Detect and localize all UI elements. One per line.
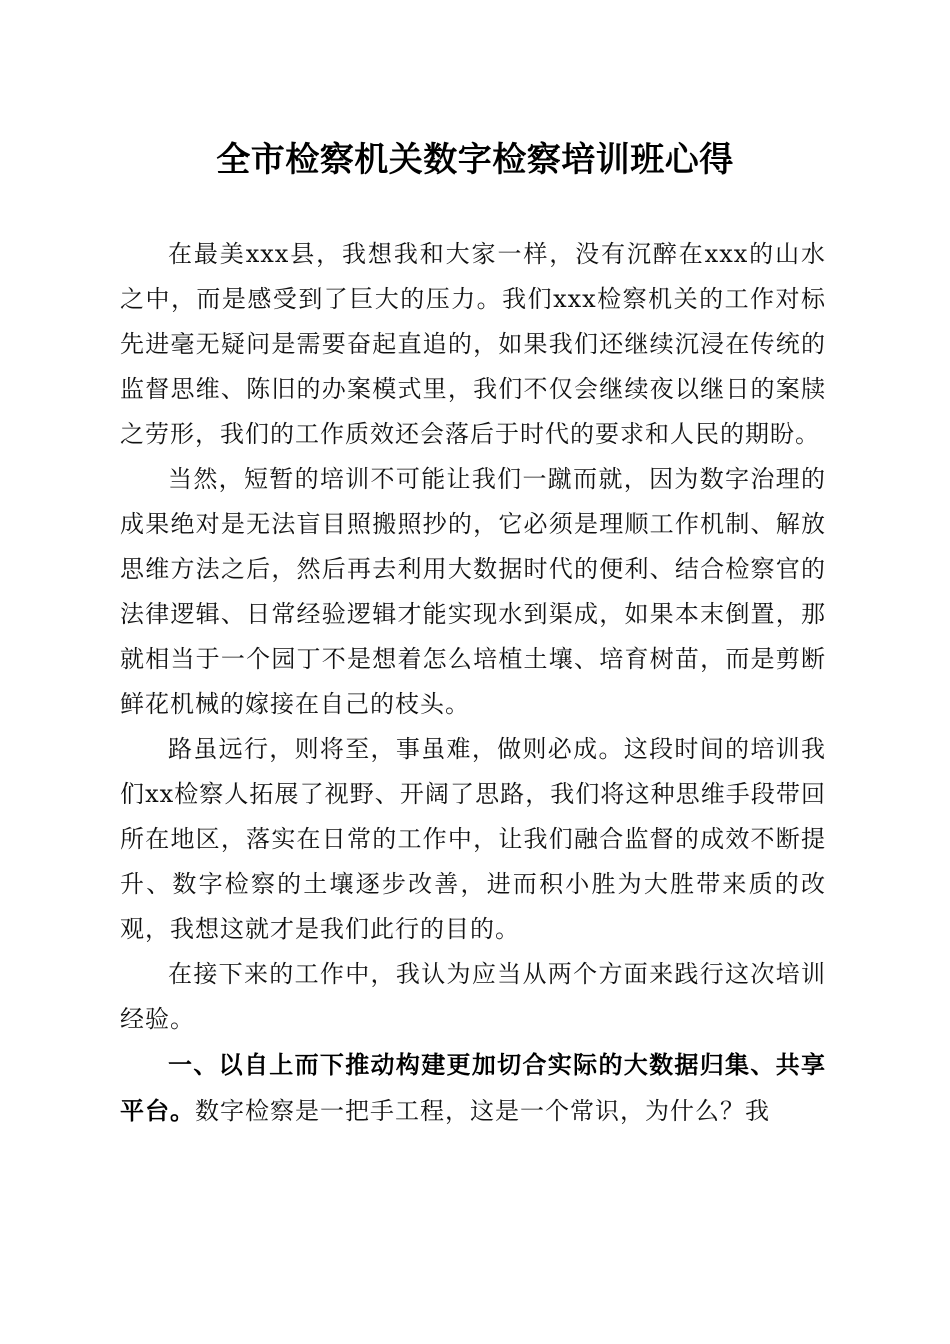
paragraph-1: 在最美xxx县，我想我和大家一样，没有沉醉在xxx的山水之中，而是感受到了巨大的压力。我们xxx检察机关的工作对标先进毫无疑问是需要奋起直追的，如果我们还继续沉浸在传统的监督思维、陈旧的办案模式里，我们不仅会继续夜以继日的案牍之劳形，我们的工作质效还会落后于时代的要求和人民的期盼。 (120, 240, 826, 448)
paragraph-5-text: 数字检察是一把手工程，这是一个常识，为什么？我 (195, 1097, 770, 1125)
paragraph-2: 当然，短暂的培训不可能让我们一蹴而就，因为数字治理的成果绝对是无法盲目照搬照抄的，它必须是理顺工作机制、解放思维方法之后，然后再去利用大数据时代的便利、结合检察官的法律逻辑、日常经验逻辑才能实现水到渠成，如果本末倒置，那就相当于一个园丁不是想着怎么培植土壤、培育树苗，而是剪断鲜花机械的嫁接在自己的枝头。 (120, 465, 826, 718)
paragraph-4: 在接下来的工作中，我认为应当从两个方面来践行这次培训经验。 (120, 960, 826, 1033)
document-title: 全市检察机关数字检察培训班心得 (216, 140, 734, 180)
paragraph-3: 路虽远行，则将至，事虽难，做则必成。这段时间的培训我们xx检察人拓展了视野、开阔了思路，我们将这种思维手段带回所在地区，落实在日常的工作中，让我们融合监督的成效不断提升、数字检察的土壤逐步改善，进而积小胜为大胜带来质的改观，我想这就才是我们此行的目的。 (120, 735, 826, 943)
section-heading-1: 一、以自上而下推动构建更加切合实际的大数据归集、共享平台。 (120, 1050, 826, 1125)
document-body (120, 232, 826, 1134)
paragraph-5 (120, 1042, 826, 1134)
